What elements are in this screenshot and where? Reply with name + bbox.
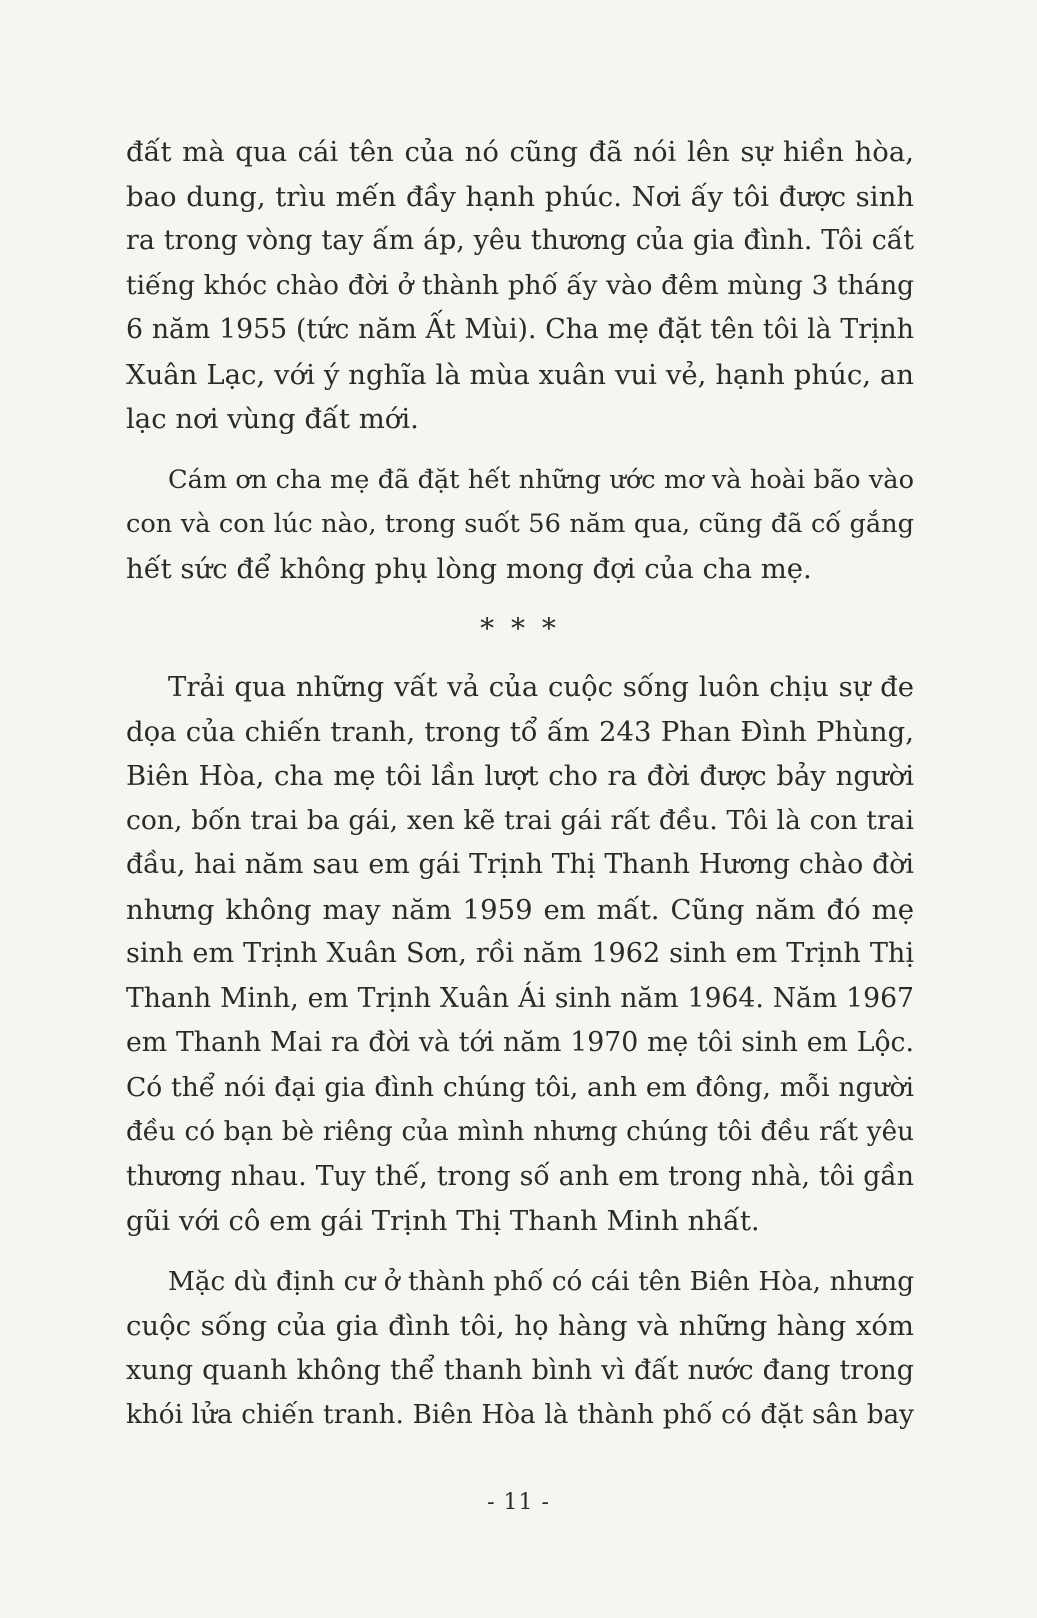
text-line: em Thanh Mai ra đời và tới năm 1970 mẹ tôi sinh em Lộc. (126, 1027, 914, 1058)
text-line: dọa của chiến tranh, trong tổ ấm 243 Phan Đình Phùng, (126, 715, 914, 748)
text-line: Mặc dù định cư ở thành phố có cái tên Biên Hòa, nhưng (168, 1266, 914, 1297)
text-line: thương nhau. Tuy thế, trong số anh em trong nhà, tôi gần (126, 1160, 914, 1192)
text-line: con và con lúc nào, trong suốt 56 năm qua, cũng đã cố gắng (126, 509, 914, 539)
paragraph-1 (126, 130, 914, 442)
text-line: cuộc sống của gia đình tôi, họ hàng và những hàng xóm (126, 1310, 914, 1342)
paragraph-3 (126, 665, 914, 1244)
text-line: ra trong vòng tay ấm áp, yêu thương của gia đình. Tôi cất (126, 225, 914, 256)
text-line: Thanh Minh, em Trịnh Xuân Ái sinh năm 1964. Năm 1967 (126, 982, 914, 1014)
text-line: tiếng khóc chào đời ở thành phố ấy vào đêm mùng 3 tháng (126, 270, 914, 301)
text-line: nhưng không may năm 1959 em mất. Cũng năm đó mẹ (126, 893, 914, 926)
paragraph-2 (126, 458, 914, 592)
text-line: xung quanh không thể thanh bình vì đất nước đang trong (126, 1354, 914, 1386)
body-text (126, 130, 914, 1438)
paragraph-4 (126, 1260, 914, 1438)
text-line: Trải qua những vất vả của cuộc sống luôn chịu sự đe (168, 671, 914, 703)
text-line: lạc nơi vùng đất mới. (126, 403, 419, 435)
text-line: con, bốn trai ba gái, xen kẽ trai gái rất đều. Tôi là con trai (126, 804, 914, 836)
text-line: Xuân Lạc, với ý nghĩa là mùa xuân vui vẻ, hạnh phúc, an (126, 358, 914, 391)
section-separator: * * * (480, 612, 560, 645)
text-line: khói lửa chiến tranh. Biên Hòa là thành phố có đặt sân bay (126, 1400, 914, 1430)
text-line: đất mà qua cái tên của nó cũng đã nói lên sự hiền hòa, (126, 136, 914, 168)
text-line: đều có bạn bè riêng của mình nhưng chúng tôi đều rất yêu (126, 1117, 914, 1147)
text-line: Cám ơn cha mẹ đã đặt hết những ước mơ và hoài bão vào (168, 464, 914, 495)
text-line: đầu, hai năm sau em gái Trịnh Thị Thanh Hương chào đời (126, 849, 914, 880)
text-line: hết sức để không phụ lòng mong đợi của cha mẹ. (126, 552, 812, 585)
text-line: Có thể nói đại gia đình chúng tôi, anh em đông, mỗi người (126, 1071, 914, 1103)
text-line: sinh em Trịnh Xuân Sơn, rồi năm 1962 sinh em Trịnh Thị (126, 938, 914, 969)
text-line: 6 năm 1955 (tức năm Ất Mùi). Cha mẹ đặt tên tôi là Trịnh (126, 314, 914, 345)
text-line: Biên Hòa, cha mẹ tôi lần lượt cho ra đời được bảy người (126, 760, 914, 792)
text-line: bao dung, trìu mến đầy hạnh phúc. Nơi ấy tôi được sinh (126, 180, 914, 213)
page-number: - 11 - (487, 1490, 550, 1515)
text-line: gũi với cô em gái Trịnh Thị Thanh Minh nhất. (126, 1205, 760, 1237)
